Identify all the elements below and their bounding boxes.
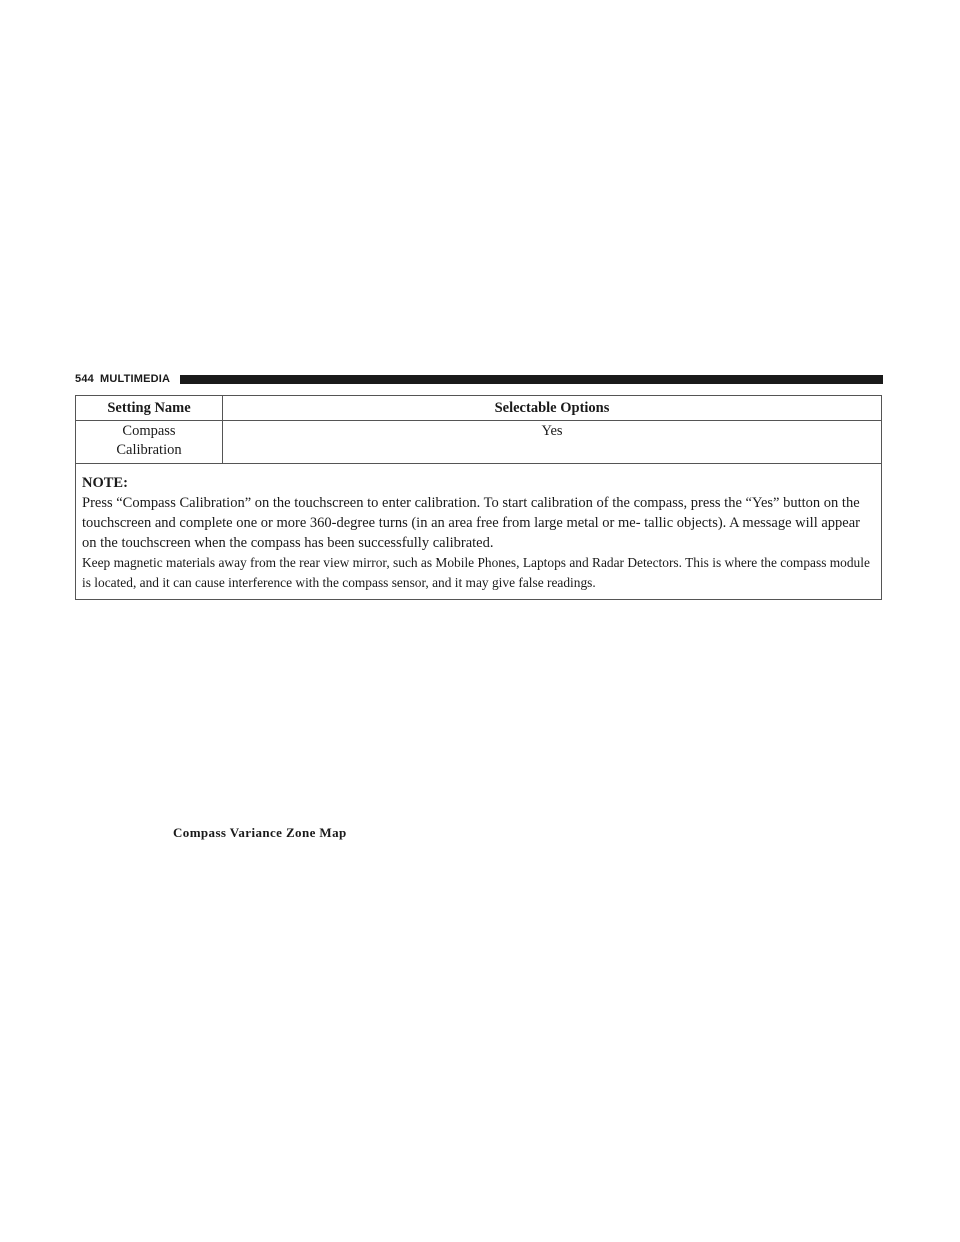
header-rule <box>180 375 883 384</box>
setting-name-cell <box>76 421 223 464</box>
note-row <box>76 464 882 600</box>
setting-name-line: Calibration <box>116 442 182 458</box>
column-header-selectable-options: Selectable Options <box>223 396 882 421</box>
column-header-setting-name: Setting Name <box>76 396 223 421</box>
page-header <box>75 372 883 386</box>
figure-caption: Compass Variance Zone Map <box>173 825 347 840</box>
page-number: 544 <box>75 373 94 385</box>
settings-table <box>75 395 882 600</box>
note-label: NOTE: <box>82 475 128 491</box>
table-row <box>76 421 882 464</box>
table-header-row <box>76 396 882 421</box>
note-paragraph: Keep magnetic materials away from the rear view mirror, such as Mobile Phones, Laptops and Radar Detectors. This is where the compass module is located, and it can cause interference with the compass sensor, and it may give false readings. <box>82 555 870 590</box>
note-cell <box>76 464 882 600</box>
setting-name-line: Compass <box>122 423 176 439</box>
section-name: MULTIMEDIA <box>99 373 171 385</box>
note-paragraph: Press “Compass Calibration” on the touchscreen to enter calibration. To start calibration of the compass, press the “Yes” button on the touchscreen and complete one or more 360-degree turns (in an area free from large metal or me- tallic objects). A message will appear on the touchscreen when the compass has been successfully calibrated. <box>82 495 860 551</box>
selectable-option-cell: Yes <box>223 421 882 464</box>
